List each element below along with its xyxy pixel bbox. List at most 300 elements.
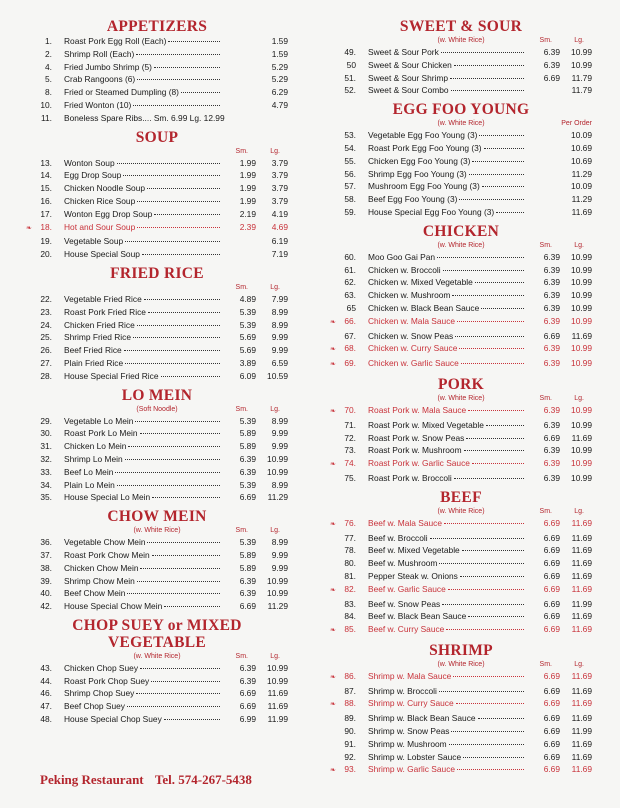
item-number: [338, 583, 368, 596]
item-number: [330, 251, 368, 264]
item-number: [26, 713, 64, 726]
price-large: 11.69: [571, 738, 592, 749]
section-subheader: [330, 118, 592, 129]
price-large: 10.99: [267, 466, 288, 477]
item-name: Beef Chop Suey: [64, 701, 125, 712]
menu-item: [26, 306, 288, 319]
price-large: 6.19: [271, 236, 288, 247]
price-large: 3.79: [271, 183, 288, 194]
large-size-header: Lg.: [270, 147, 280, 155]
item-number: [330, 276, 368, 289]
price-small: 6.39: [543, 404, 560, 415]
dot-leader: [455, 336, 524, 337]
section-note: (w. White Rice): [437, 660, 485, 668]
item-number: [26, 112, 64, 125]
item-name: Moo Goo Gai Pan: [368, 251, 436, 262]
item-number-text: 78.: [344, 545, 356, 556]
price-small: 6.39: [543, 290, 560, 301]
menu-item: [26, 562, 288, 575]
item-name: Fried Jumbo Shrimp (5): [64, 61, 152, 72]
item-number: [26, 169, 64, 182]
item-name: Fried or Steamed Dumpling (8): [64, 87, 179, 98]
item-number: [26, 35, 64, 48]
item-number-text: 57.: [344, 181, 356, 192]
dot-leader: [446, 629, 524, 630]
menu-section-soup: [26, 129, 288, 261]
price-large: 11.69: [571, 611, 592, 622]
dot-leader: [137, 201, 220, 202]
section-title: CHOP SUEY or MIXED VEGETABLE: [72, 616, 242, 651]
item-name: Shrimp w. Garlic Sauce: [368, 764, 456, 775]
price-large: 11.69: [571, 558, 592, 569]
small-size-header: Sm.: [235, 527, 248, 535]
dot-leader: [164, 606, 220, 607]
menu-item: [26, 415, 288, 428]
item-number-text: 88.: [344, 698, 356, 709]
item-name: Pepper Steak w. Onions: [368, 570, 458, 581]
item-number: [338, 670, 368, 683]
price-large: 6.29: [271, 87, 288, 98]
price-large: 10.99: [571, 251, 592, 262]
price-small: 6.69: [239, 688, 256, 699]
menu-column-left: [26, 18, 288, 730]
item-number-text: 60.: [344, 251, 356, 262]
item-name: House Special Egg Foo Young (3): [368, 206, 495, 217]
item-name: Roast Pork Chow Mein: [64, 549, 150, 560]
item-number-text: 77.: [344, 532, 356, 543]
price-small: 6.69: [543, 738, 560, 749]
item-number: [338, 763, 368, 776]
footer: [40, 772, 252, 788]
item-name: Shrimp Fried Rice: [64, 332, 132, 343]
price-small: 6.69: [239, 701, 256, 712]
dot-leader: [468, 616, 524, 617]
item-number-text: 59.: [344, 206, 356, 217]
item-number: [330, 330, 368, 343]
item-name: Shrimp w. Black Bean Sauce: [368, 713, 476, 724]
price-large: 10.99: [571, 315, 592, 326]
item-number-text: 70.: [344, 404, 356, 415]
price-large: 10.99: [267, 662, 288, 673]
item-number-text: 53.: [344, 130, 356, 141]
dot-leader: [137, 79, 220, 80]
dot-leader: [461, 363, 524, 364]
chili-pepper-icon: ❧: [330, 673, 336, 681]
price-small: 6.39: [543, 358, 560, 369]
price-large: 11.99: [267, 714, 288, 725]
price-large: 8.99: [271, 415, 288, 426]
dot-leader: [125, 241, 220, 242]
price-small: 2.39: [239, 221, 256, 232]
item-name: Roast Pork Chop Suey: [64, 675, 150, 686]
dot-leader: [161, 376, 221, 377]
item-number: [26, 195, 64, 208]
item-name: Roast Pork Lo Mein: [64, 428, 138, 439]
menu-item: [330, 751, 592, 764]
item-name: Shrimp Lo Mein: [64, 453, 123, 464]
item-name: Beef Chow Mein: [64, 588, 126, 599]
item-number: [330, 712, 368, 725]
dot-leader: [451, 731, 524, 732]
item-number-text: 24.: [40, 319, 52, 330]
price-small: 6.39: [543, 445, 560, 456]
section-subheader: [26, 146, 288, 157]
price-large: 10.99: [571, 47, 592, 57]
item-number: [26, 306, 64, 319]
section-subheader: [26, 404, 288, 415]
section-note: (Soft Noodle): [136, 405, 178, 413]
dot-leader: [454, 65, 524, 66]
menu-item: [330, 517, 592, 532]
price-large: 10.69: [571, 155, 592, 166]
menu-item: [330, 598, 592, 611]
menu-item: [330, 404, 592, 419]
price-small: 6.69: [239, 601, 256, 612]
price-large: 4.69: [271, 221, 288, 232]
item-name: Fried Wonton (10): [64, 99, 132, 110]
item-name: Wonton Soup: [64, 157, 115, 168]
menu-section-fried-rice: [26, 265, 288, 383]
item-name: Chicken Chop Suey: [64, 662, 139, 673]
dot-leader: [152, 497, 220, 498]
dot-leader: [168, 41, 220, 42]
item-number-text: 62.: [344, 277, 356, 288]
dot-leader: [472, 161, 524, 162]
price-large: 9.99: [271, 441, 288, 452]
section-subheader: [330, 240, 592, 251]
price-large: 11.69: [571, 698, 592, 709]
item-number: [330, 302, 368, 315]
price-small: 6.39: [239, 588, 256, 599]
item-number-text: 50: [346, 59, 356, 70]
item-number: [26, 157, 64, 170]
item-number-text: 84.: [344, 611, 356, 622]
item-name: Boneless Spare Ribs.... Sm. 6.99 Lg. 12.99: [64, 112, 225, 123]
price-large: 9.99: [271, 562, 288, 573]
item-number: [338, 342, 368, 355]
price-large: 11.29: [571, 168, 592, 179]
price-small: 2.19: [239, 208, 256, 219]
menu-item: [26, 587, 288, 600]
item-name: Vegetable Egg Foo Young (3): [368, 130, 478, 141]
menu-item: [26, 221, 288, 236]
price-small: 6.69: [543, 624, 560, 635]
dot-leader: [154, 214, 220, 215]
item-number: [26, 453, 64, 466]
menu-item: [26, 169, 288, 182]
item-number: [338, 623, 368, 636]
price-large: 10.99: [571, 290, 592, 301]
item-number: [26, 427, 64, 440]
dot-leader: [430, 538, 524, 539]
price-large: 10.99: [267, 588, 288, 599]
item-number-text: 15.: [40, 183, 52, 194]
menu-item: [26, 48, 288, 61]
menu-item: [26, 86, 288, 99]
dot-leader: [437, 257, 524, 258]
item-number-text: 56.: [344, 168, 356, 179]
menu-item: [26, 491, 288, 504]
menu-item: [26, 453, 288, 466]
dot-leader: [127, 593, 220, 594]
menu-column-right: [330, 18, 592, 782]
price-small: 6.39: [543, 419, 560, 430]
item-number-text: 71.: [344, 419, 356, 430]
item-number-text: 66.: [344, 315, 356, 326]
item-number: [330, 444, 368, 457]
dot-leader: [133, 337, 220, 338]
item-name: Roast Pork Fried Rice: [64, 306, 146, 317]
menu-item: [26, 549, 288, 562]
item-number-text: 37.: [40, 549, 52, 560]
item-number-text: 86.: [344, 670, 356, 681]
item-name: House Special Chop Suey: [64, 714, 162, 725]
menu-item: [330, 289, 592, 302]
price-small: 6.69: [543, 751, 560, 762]
section-title: SWEET & SOUR: [399, 18, 523, 35]
item-number-text: 22.: [40, 293, 52, 304]
item-number-text: 75.: [344, 472, 356, 483]
menu-item: [330, 330, 592, 343]
price-small: 1.99: [239, 195, 256, 206]
section-note: (w. White Rice): [133, 652, 181, 660]
item-name: Chicken w. Curry Sauce: [368, 343, 458, 354]
item-number: [26, 687, 64, 700]
price-large: 9.99: [271, 345, 288, 356]
item-name: Sweet & Sour Combo: [368, 85, 449, 96]
dot-leader: [117, 485, 220, 486]
menu-item: [330, 142, 592, 155]
menu-section-shrimp: [330, 642, 592, 778]
price-small: 5.89: [239, 428, 256, 439]
price-large: 10.99: [571, 458, 592, 469]
per-order-header: Per Order: [561, 120, 592, 128]
item-number: [330, 264, 368, 277]
price-large: 10.99: [571, 472, 592, 483]
price-large: 9.99: [271, 428, 288, 439]
section-title: EGG FOO YOUNG: [392, 101, 530, 119]
price-small: 6.39: [543, 302, 560, 313]
menu-item: [330, 544, 592, 557]
price-large: 11.69: [571, 206, 592, 217]
item-name: Chicken Noodle Soup: [64, 183, 146, 194]
price-large: 10.99: [267, 575, 288, 586]
item-number-text: 25.: [40, 332, 52, 343]
menu-item: [26, 208, 288, 221]
item-name: Sweet & Sour Pork: [368, 47, 439, 57]
item-number: [26, 319, 64, 332]
item-name: Beef w. Broccoli: [368, 532, 428, 543]
dot-leader: [496, 212, 524, 213]
price-large: 11.69: [267, 688, 288, 699]
dot-leader: [151, 681, 220, 682]
large-size-header: Lg.: [574, 241, 584, 249]
item-number-text: 55.: [344, 155, 356, 166]
section-note: (w. White Rice): [437, 120, 485, 128]
section-subheader: [26, 282, 288, 293]
item-name: Plain Lo Mein: [64, 479, 115, 490]
item-number-text: 67.: [344, 330, 356, 341]
dot-leader: [478, 718, 524, 719]
item-number-text: 31.: [40, 441, 52, 452]
item-name: Shrimp Chop Suey: [64, 688, 135, 699]
menu-item: [330, 457, 592, 472]
price-large: 11.69: [571, 670, 592, 681]
price-large: 11.29: [267, 492, 288, 503]
menu-item: [330, 557, 592, 570]
item-number-text: 11.: [40, 112, 52, 123]
chili-pepper-icon: ❧: [330, 520, 336, 528]
dot-leader: [457, 321, 524, 322]
item-number-text: 80.: [344, 558, 356, 569]
item-name: Vegetable Lo Mein: [64, 415, 134, 426]
dot-leader: [154, 67, 220, 68]
small-size-header: Sm.: [539, 37, 552, 44]
item-name: Egg Drop Soup: [64, 170, 122, 181]
dot-leader: [451, 90, 524, 91]
item-number-text: 44.: [40, 675, 52, 686]
dot-leader: [152, 555, 220, 556]
price-small: 6.39: [543, 315, 560, 326]
item-number-text: 91.: [344, 738, 356, 749]
price-large: 11.99: [571, 598, 592, 609]
dot-leader: [142, 254, 220, 255]
dot-leader: [439, 691, 524, 692]
price-large: 1.59: [271, 48, 288, 59]
price-small: 6.39: [543, 343, 560, 354]
menu-item: [26, 112, 288, 125]
item-name: Beef w. Mixed Vegetable: [368, 545, 460, 556]
item-number-text: 85.: [344, 624, 356, 635]
item-name: Shrimp w. Curry Sauce: [368, 698, 454, 709]
dot-leader: [439, 563, 524, 564]
price-large: 5.29: [271, 74, 288, 85]
item-number-text: 18.: [40, 221, 52, 232]
chili-pepper-icon: ❧: [330, 361, 336, 369]
menu-item: [330, 315, 592, 330]
item-name: Vegetable Chow Mein: [64, 537, 146, 548]
dot-leader: [133, 105, 220, 106]
price-large: 8.99: [271, 306, 288, 317]
dot-leader: [137, 227, 220, 228]
item-number: [26, 86, 64, 99]
item-number: [330, 206, 368, 219]
price-large: 6.59: [271, 357, 288, 368]
menu-item: [330, 532, 592, 545]
item-number-text: 14.: [40, 170, 52, 181]
item-number-text: 26.: [40, 345, 52, 356]
menu-item: [26, 600, 288, 613]
item-number: [338, 357, 368, 370]
dot-leader: [484, 148, 524, 149]
price-large: 11.79: [571, 72, 592, 83]
price-small: 6.69: [543, 432, 560, 443]
item-name: Chicken w. Mala Sauce: [368, 315, 456, 326]
item-number: [26, 700, 64, 713]
dot-leader: [117, 163, 220, 164]
dot-leader: [140, 433, 220, 434]
large-size-header: Lg.: [574, 660, 584, 668]
price-small: 6.69: [543, 670, 560, 681]
item-number-text: 8.: [45, 87, 52, 98]
item-name: Roast Pork Egg Roll (Each): [64, 36, 167, 46]
menu-item: [330, 276, 592, 289]
small-size-header: Sm.: [539, 394, 552, 402]
price-large: 11.69: [571, 764, 592, 775]
dot-leader: [137, 325, 220, 326]
section-note: (w. White Rice): [437, 37, 485, 44]
menu-item: [330, 302, 592, 315]
section-note: (w. White Rice): [437, 394, 485, 402]
dot-leader: [137, 581, 220, 582]
price-large: 9.99: [271, 332, 288, 343]
item-number: [330, 570, 368, 583]
dot-leader: [181, 92, 220, 93]
menu-item: [330, 206, 592, 219]
menu-item: [26, 662, 288, 675]
item-name: Beef w. Garlic Sauce: [368, 583, 446, 594]
price-large: 10.99: [571, 343, 592, 354]
item-number-text: 73.: [344, 445, 356, 456]
item-name: Roast Pork w. Garlic Sauce: [368, 458, 470, 469]
price-large: 10.59: [267, 370, 288, 381]
menu-item: [330, 419, 592, 432]
price-large: 8.99: [271, 479, 288, 490]
menu-item: [330, 610, 592, 623]
price-large: 10.09: [571, 130, 592, 141]
item-number: [330, 598, 368, 611]
dot-leader: [147, 188, 220, 189]
menu-item: [330, 763, 592, 778]
item-number: [26, 61, 64, 74]
menu-item: [330, 342, 592, 357]
menu-item: [26, 195, 288, 208]
price-small: 6.39: [239, 675, 256, 686]
dot-leader: [472, 463, 524, 464]
item-number-text: 16.: [40, 195, 52, 206]
item-number: [26, 600, 64, 613]
section-title: FRIED RICE: [110, 264, 204, 282]
item-number-text: 19.: [40, 236, 52, 247]
price-small: 6.69: [239, 492, 256, 503]
section-title: BEEF: [440, 488, 482, 506]
item-name: Chicken Lo Mein: [64, 441, 127, 452]
item-name: Roast Pork w. Mala Sauce: [368, 404, 467, 415]
dot-leader: [144, 299, 220, 300]
dot-leader: [164, 719, 220, 720]
item-number-text: 23.: [40, 306, 52, 317]
menu-item: [330, 472, 592, 485]
item-number: [26, 357, 64, 370]
item-name: Shrimp w. Snow Peas: [368, 726, 450, 737]
item-number-text: 51.: [344, 72, 356, 83]
phone-number[interactable]: Tel. 574-267-5438: [154, 772, 252, 787]
item-number: [26, 466, 64, 479]
item-name: Chicken w. Mushroom: [368, 290, 451, 301]
item-number-text: 89.: [344, 713, 356, 724]
price-small: 6.69: [543, 598, 560, 609]
dot-leader: [124, 350, 220, 351]
dot-leader: [136, 54, 220, 55]
item-name: Beef Lo Mein: [64, 466, 114, 477]
dot-leader: [140, 668, 220, 669]
price-large: 10.99: [571, 445, 592, 456]
price-large: 11.69: [571, 545, 592, 556]
item-number-text: 10.: [40, 99, 52, 110]
section-title: APPETIZERS: [106, 18, 208, 35]
item-name: Beef w. Mushroom: [368, 558, 438, 569]
section-title: CHOW MEIN: [107, 508, 207, 526]
